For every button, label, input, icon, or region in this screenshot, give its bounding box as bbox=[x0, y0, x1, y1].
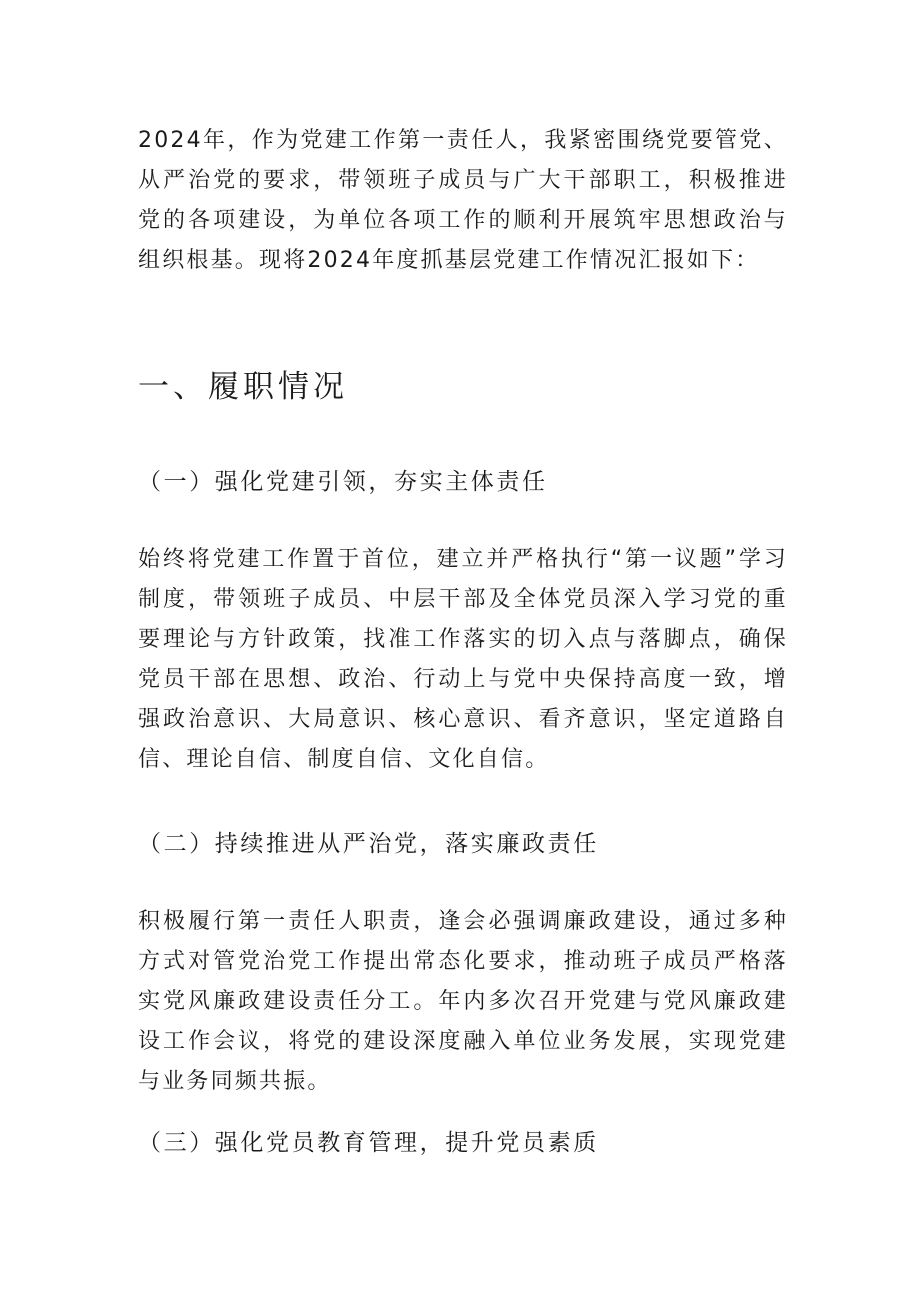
subsection-heading-1: （一）强化党建引领，夯实主体责任 bbox=[138, 469, 548, 495]
section-heading-performance: 一、履职情况 bbox=[138, 369, 348, 405]
intro-paragraph: 2024年，作为党建工作第一责任人，我紧密围绕党要管党、从严治党的要求，带领班子成员与广大干部职工，积极推进党的各项建设，为单位各项工作的顺利开展筑牢思想政治与组织根基。现将2024年度抓基层党建工作情况汇报如下： bbox=[138, 128, 788, 273]
subsection-1-paragraph: 始终将党建工作置于首位，建立并严格执行“第一议题”学习制度，带领班子成员、中层干部及全体党员深入学习党的重要理论与方针政策，找准工作落实的切入点与落脚点，确保党员干部在思想、政治、行动上与党中央保持高度一致，增强政治意识、大局意识、核心意识、看齐意识，坚定道路自信、理论自信、制度自信、文化自信。 bbox=[138, 547, 788, 772]
subsection-heading-3: （三）强化党员教育管理，提升党员素质 bbox=[138, 1130, 599, 1156]
subsection-heading-2: （二）持续推进从严治党，落实廉政责任 bbox=[138, 831, 599, 857]
subsection-2-paragraph: 积极履行第一责任人职责，逢会必强调廉政建设，通过多种方式对管党治党工作提出常态化要求，推动班子成员严格落实党风廉政建设责任分工。年内多次召开党建与党风廉政建设工作会议，将党的建设深度融入单位业务发展，实现党建与业务同频共振。 bbox=[138, 909, 788, 1094]
